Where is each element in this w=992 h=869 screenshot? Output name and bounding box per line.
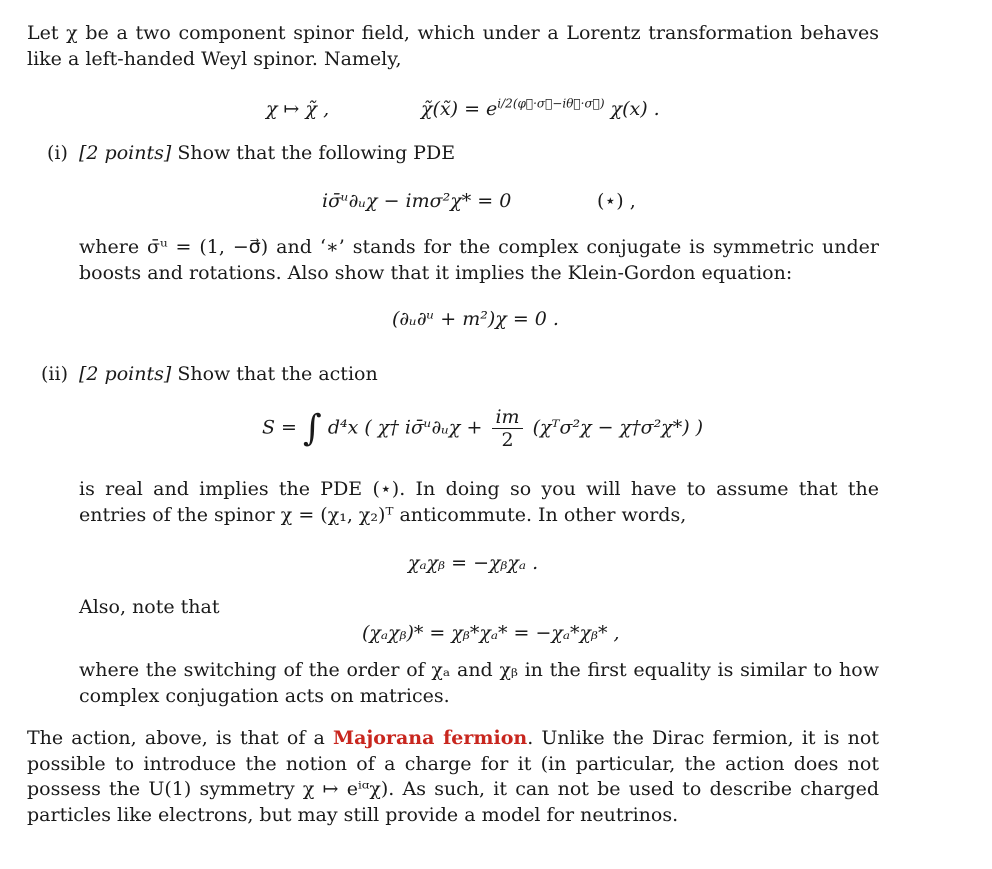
equation-action — [262, 406, 703, 451]
equation-conjugation — [362, 622, 620, 644]
pde-text: iσ̄ᵘ∂ᵤχ − imσ²χ* = 0 — [322, 190, 512, 212]
equation-klein-gordon — [392, 308, 559, 330]
equation-anticommute — [408, 552, 538, 574]
part-ii-text: Show that the action — [177, 363, 378, 385]
intro-paragraph — [27, 21, 879, 72]
closing-text-after: . Unlike the Dirac fermion, it is not possible to introduce the notion of a charge for it (in particular, the action does not possess the U(1) symmetry χ ↦ eⁱᵅχ). As such, it can not be used to describe charged particles like electrons, but may still provide a model for neutrinos. — [27, 727, 879, 826]
conjugation-text: (χₐχᵦ)* = χᵦ*χₐ* = −χₐ*χᵦ* , — [362, 622, 620, 644]
also-note-text: Also, note that — [79, 596, 220, 618]
part-i-where-paragraph — [79, 235, 879, 286]
transform-def-exponent: i/2(φ⃗·σ⃗−iθ⃗·σ⃗) — [497, 96, 605, 111]
part-ii-number: (ii) — [41, 363, 68, 385]
part-i-number: (i) — [47, 142, 68, 164]
transform-map-text: χ ↦ χ̃ , — [266, 98, 330, 120]
part-ii-points: [2 points] — [79, 363, 172, 385]
part-ii-switch-text: where the switching of the order of χₐ and χᵦ in the first equality is similar to how complex conjugation acts on matrices. — [79, 659, 879, 707]
closing-paragraph — [27, 726, 879, 828]
integral-symbol: ∫ — [303, 408, 322, 449]
part-ii-heading — [79, 363, 378, 385]
part-ii-switch-paragraph — [79, 658, 879, 709]
majorana-fermion-highlight: Majorana fermion — [333, 727, 528, 749]
pde-tag-text: (⋆) , — [597, 190, 636, 212]
action-fraction — [492, 406, 522, 451]
part-ii-real-text: is real and implies the PDE (⋆). In doing so you will have to assume that the entries of the spinor χ = (χ₁, χ₂)ᵀ anticommute. In other words, — [79, 478, 879, 526]
action-lhs: S = — [262, 416, 297, 439]
part-ii-also-text — [79, 596, 220, 618]
part-i-label — [47, 142, 68, 164]
intro-text: Let χ be a two component spinor field, which under a Lorentz transformation behaves like a left-handed Weyl spinor. Namely, — [27, 22, 879, 70]
part-ii-label — [41, 363, 68, 385]
klein-gordon-text: (∂ᵤ∂ᵘ + m²)χ = 0 . — [392, 308, 559, 330]
equation-pde — [322, 190, 511, 212]
part-i-where-text: where σ̄ᵘ = (1, −σ⃗) and ‘∗’ stands for the complex conjugate is symmetric under boosts and rotations. Also show that it implies the Klein-Gordon equation: — [79, 236, 879, 284]
part-i-text: Show that the following PDE — [177, 142, 456, 164]
closing-text-before: The action, above, is that of a — [27, 727, 334, 749]
equation-transform-map — [266, 98, 329, 120]
action-fraction-denominator: 2 — [501, 429, 514, 451]
part-i-points: [2 points] — [79, 142, 172, 164]
anticommute-text: χₐχᵦ = −χᵦχₐ . — [408, 552, 539, 574]
transform-def-lhs: χ̃(x̃) = e — [421, 98, 498, 120]
action-tail: (χᵀσ²χ − χ†σ²χ*) ) — [532, 416, 704, 439]
equation-transform-def — [421, 98, 660, 120]
equation-pde-tag — [597, 190, 636, 212]
part-ii-real-paragraph — [79, 477, 879, 528]
action-body: d⁴x ( χ† iσ̄ᵘ∂ᵤχ + — [327, 416, 483, 439]
part-i-heading — [79, 142, 455, 164]
transform-def-rhs: χ(x) . — [610, 98, 660, 120]
action-fraction-numerator: im — [492, 406, 522, 429]
